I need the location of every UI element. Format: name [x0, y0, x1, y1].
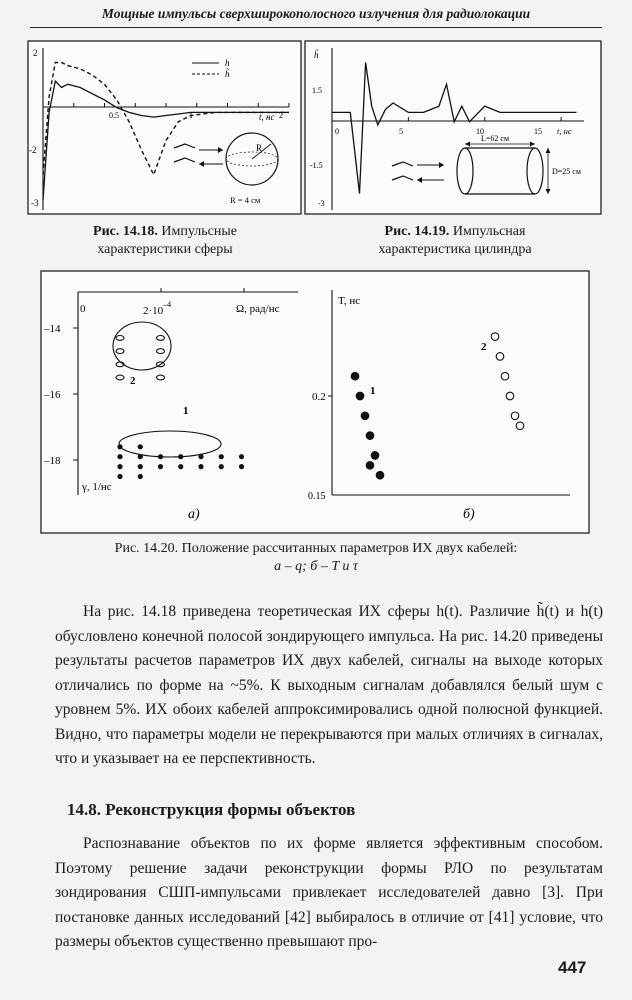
- scatter-point-cluster-1: [366, 432, 374, 440]
- fig3-caption-sub: а – q; б – T и τ: [274, 559, 358, 574]
- fig1-sphere-radius: R: [256, 143, 263, 153]
- scatter-point-cluster-1: [219, 454, 224, 459]
- fig2-x-tick-5: 5: [399, 127, 403, 136]
- fig1-caption: [60, 223, 270, 259]
- panel-b-cluster-1: 1: [370, 385, 376, 397]
- scatter-point-cluster-1: [138, 444, 143, 449]
- fig3-caption-title: Рис. 14.20. Положение рассчитанных параметров ИХ двух кабелей:: [114, 541, 518, 556]
- fig1-legend-h-tilde: h̃: [225, 69, 230, 79]
- panel-b-y-tick-015: 0.15: [308, 491, 326, 502]
- fig1-y-tick-mid: -2: [29, 145, 37, 155]
- fig1-x-tick-c: 2: [279, 111, 283, 120]
- scatter-point-cluster-1: [198, 464, 203, 469]
- panel-a-y-label: γ, 1/нс: [82, 481, 112, 493]
- fig2-y-tick-top: 1.5: [312, 86, 322, 95]
- panel-b-y-label: T, нс: [338, 295, 361, 307]
- panel-b-label: б): [463, 507, 475, 522]
- scatter-point-cluster-1: [356, 392, 364, 400]
- fig2-x-tick-10: 10: [476, 127, 484, 136]
- figure-14-18: [27, 40, 302, 215]
- running-header: Мощные импульсы сверхширокополосного излучения для радиолокации: [101, 6, 531, 21]
- panel-a-y-tick-16: –16: [44, 389, 61, 401]
- scatter-point-cluster-1: [117, 454, 122, 459]
- panel-a-x-tick1: $2\cdot 10^{-4}$: [143, 300, 172, 317]
- scatter-point-cluster-1: [158, 464, 163, 469]
- fig1-caption-text: Импульсные: [161, 224, 237, 239]
- fig2-x-tick-15: 15: [534, 127, 542, 136]
- scatter-point-cluster-1: [117, 474, 122, 479]
- scatter-point-cluster-1: [219, 464, 224, 469]
- scatter-point-cluster-1: [198, 454, 203, 459]
- figure-14-19: [304, 40, 602, 215]
- scatter-point-cluster-1: [366, 462, 374, 470]
- paragraph-1: [55, 600, 603, 772]
- fig2-caption-num: Рис. 14.19.: [384, 224, 450, 239]
- panel-a-x-tick0: 0: [80, 303, 86, 315]
- scatter-point-cluster-1: [371, 452, 379, 460]
- header-rule: [30, 27, 602, 28]
- fig2-x-label: t, нс: [557, 126, 572, 136]
- scatter-point-cluster-1: [351, 372, 359, 380]
- figure-14-20: [40, 270, 590, 534]
- scatter-point-cluster-1: [239, 454, 244, 459]
- section-title: 14.8. Реконструкция формы объектов: [67, 800, 356, 819]
- fig1-y-tick-bottom: -3: [31, 198, 39, 208]
- scatter-point-cluster-1: [376, 471, 384, 479]
- fig2-caption: [340, 223, 570, 259]
- panel-a-cluster-2: 2: [130, 375, 136, 387]
- panel-a-y-tick-18: –18: [44, 455, 61, 467]
- fig2-length: L=62 см: [481, 134, 510, 143]
- fig1-caption-num: Рис. 14.18.: [93, 224, 158, 239]
- fig1-y-tick-top: 2: [33, 48, 38, 58]
- panel-b-y-tick-02: 0.2: [312, 391, 326, 403]
- scatter-point-cluster-1: [178, 454, 183, 459]
- fig3-caption: [50, 540, 582, 576]
- scatter-point-cluster-1: [158, 454, 163, 459]
- paragraph-2-text: Распознавание объектов по их форме является эффективным способом. Поэтому решение задачи реконструкции формы РЛО по результатам зондирования СШП-импульсами привлекает исследователей давно [3]. При постановке данных исследований [42] выбиралось в отличие от [41] условие, что размеры объектов существенно превышают про-: [55, 835, 603, 950]
- fig1-caption-line2: характеристики сферы: [97, 242, 233, 257]
- fig1-x-label: t, нс: [259, 112, 275, 122]
- scatter-point-cluster-1: [117, 464, 122, 469]
- scatter-point-cluster-1: [117, 444, 122, 449]
- fig1-sphere-size: R = 4 см: [230, 195, 261, 205]
- scatter-point-cluster-1: [138, 464, 143, 469]
- fig2-y-tick-bottom: -3: [318, 199, 325, 208]
- panel-b-cluster-2: 2: [481, 341, 487, 353]
- fig1-x-tick-b: 1: [189, 111, 193, 120]
- fig1-legend-h: h: [225, 58, 230, 68]
- fig2-y-label: h̃: [314, 50, 319, 60]
- paragraph-2: [55, 832, 603, 955]
- scatter-point-cluster-1: [361, 412, 369, 420]
- panel-a-y-tick-14: –14: [44, 323, 61, 335]
- scatter-point-cluster-1: [138, 474, 143, 479]
- scatter-point-cluster-1: [178, 464, 183, 469]
- fig2-y-tick-mid: -1.5: [310, 161, 323, 170]
- page-number: 447: [558, 958, 587, 977]
- fig1-x-tick-a: 0.5: [109, 111, 119, 120]
- fig2-x-tick-0: 0: [335, 127, 339, 136]
- scatter-point-cluster-1: [138, 454, 143, 459]
- panel-a-label: а): [188, 507, 200, 522]
- scatter-point-cluster-1: [239, 464, 244, 469]
- panel-a-cluster-1: 1: [183, 405, 189, 417]
- paragraph-1-text: На рис. 14.18 приведена теоретическая ИХ сферы h(t). Различие h̃(t) и h(t) обусловлено конечной полосой зондирующего импульса. На рис. 14.20 приведены результаты расчетов параметров ИХ двух кабелей, сигналы на выходе которых отличались по форме на ~5%. К выходным сигналам добавлялся белый шум с уровнем 5%. ИХ обоих кабелей аппроксимировались одной полюсной функцией. Видно, что параметры модели не перекрываются при малых отличиях в сигналах, что и указывает на ее перспективность.: [55, 603, 603, 767]
- fig2-caption-text: Импульсная: [452, 224, 526, 239]
- panel-a-x-label: Ω, рад/нс: [236, 303, 280, 315]
- fig2-caption-line2: характеристика цилиндра: [378, 242, 532, 257]
- fig2-diameter: D=25 см: [552, 167, 581, 176]
